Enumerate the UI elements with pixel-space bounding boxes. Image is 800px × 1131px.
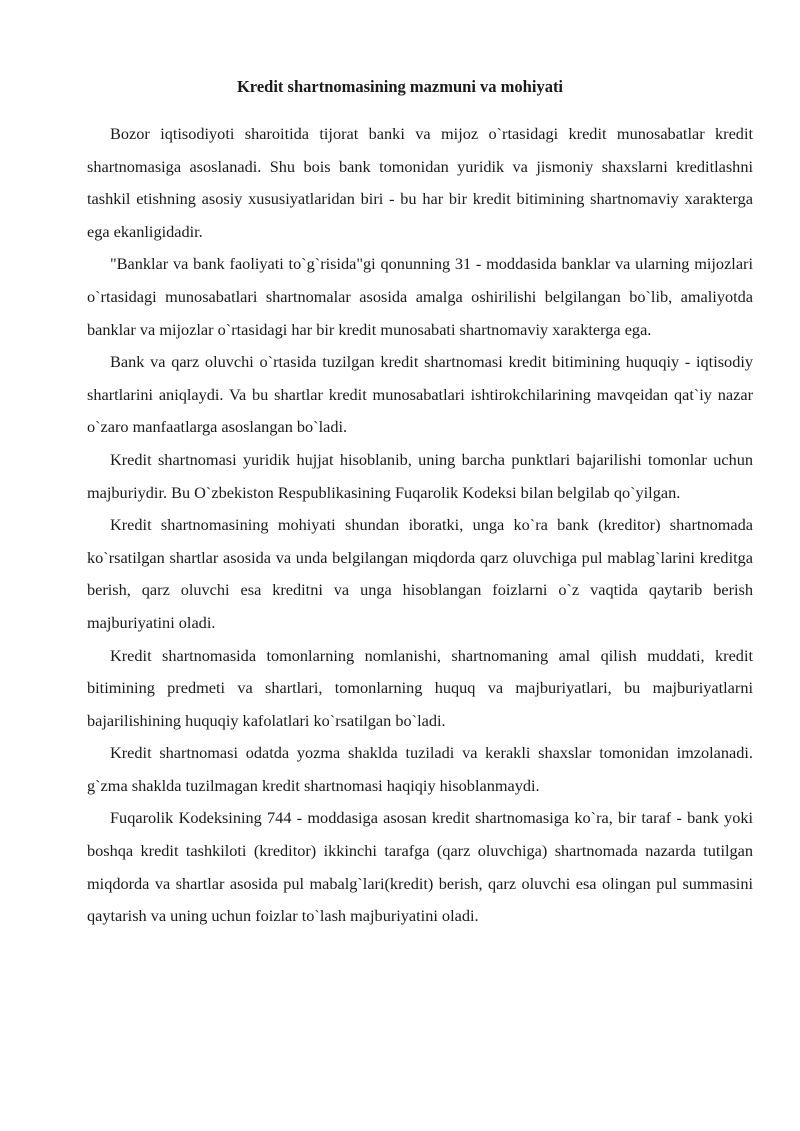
paragraph: "Banklar va bank faoliyati to`g`risida"gi qonunning 31 - moddasida banklar va ularning mijozlari o`rtasidagi munosabatlari shartnomalar asosida amalga oshirilishi belgilangan bo`lib, amaliyotda banklar va mijozlar o`rtasidagi har bir kredit munosabati shartnomaviy xarakterga ega. — [87, 254, 753, 339]
paragraph: Kredit shartnomasining mohiyati shundan iboratki, unga ko`ra bank (kreditor) shartnomada ko`rsatilgan shartlar asosida va unda belgilangan miqdorda qarz oluvchiga pul mablag`larini kreditga berish, qarz oluvchi esa kreditni va unga hisoblangan foizlarni o`z vaqtida qaytarib berish majburiyatini oladi. — [87, 515, 753, 632]
document-title: Kredit shartnomasining mazmuni va mohiyati — [236, 77, 564, 96]
paragraph: Bank va qarz oluvchi o`rtasida tuzilgan kredit shartnomasi kredit bitimining huquqiy - iqtisodiy shartlarini aniqlaydi. Va bu shartlar kredit munosabatlari ishtirokchilarining mavqeidan qat`iy nazar o`zaro manfaatlarga asoslangan bo`ladi. — [87, 352, 753, 437]
paragraph: Bozor iqtisodiyoti sharoitida tijorat banki va mijoz o`rtasidagi kredit munosabatlar kredit shartnomasiga asoslanadi. Shu bois bank tomonidan yuridik va jismoniy shaxslarni kreditlashni tashkil etishning asosiy xususiyatlaridan biri - bu har bir kredit bitimining shartnomaviy xarakterga ega ekanligidadir. — [87, 124, 753, 241]
paragraph: Kredit shartnomasida tomonlarning nomlanishi, shartnomaning amal qilish muddati, kredit bitimining predmeti va shartlari, tomonlarning huquq va majburiyatlari, bu majburiyatlarni bajarilishining huquqiy kafolatlari ko`rsatilgan bo`ladi. — [87, 645, 753, 730]
paragraph: Kredit shartnomasi odatda yozma shaklda tuziladi va kerakli shaxslar tomonidan imzolanadi. g`zma shaklda tuzilmagan kredit shartnomasi haqiqiy hisoblanmaydi. — [87, 743, 753, 795]
paragraph: Kredit shartnomasi yuridik hujjat hisoblanib, uning barcha punktlari bajarilishi tomonlar uchun majburiydir. Bu O`zbekiston Respublikasining Fuqarolik Kodeksi bilan belgilab qo`yilgan. — [87, 449, 753, 502]
paragraph: Fuqarolik Kodeksining 744 - moddasiga asosan kredit shartnomasiga ko`ra, bir taraf - bank yoki boshqa kredit tashkiloti (kreditor) ikkinchi tarafga (qarz oluvchiga) shartnomada nazarda tutilgan miqdorda va shartlar asosida pul mabalg`lari(kredit) berish, qarz oluvchi esa olingan pul summasini qaytarish va uning uchun foizlar to`lash majburiyatini oladi. — [87, 808, 753, 926]
document-body — [87, 118, 753, 933]
